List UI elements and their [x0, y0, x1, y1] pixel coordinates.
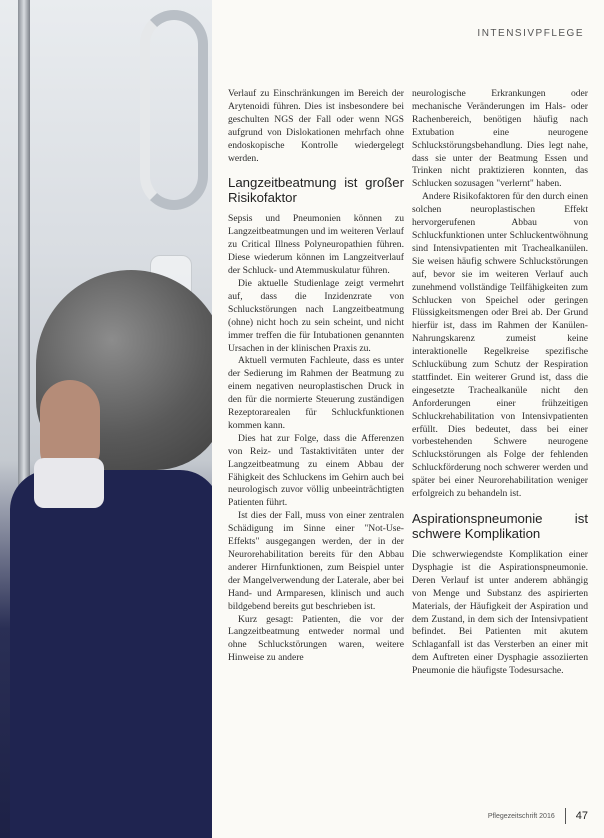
paragraph: Verlauf zu Einschränkungen im Bereich der Arytenoidi führen. Dies ist insbesondere bei geschulten NGS der Fall oder wenn NGS aufgrund von Dislokationen mehrfach ohne endoskopische Kontrolle wiedergelegt werden. [228, 88, 404, 164]
paragraph: Die schwerwiegendste Komplikation einer Dysphagie ist die Aspirationspneumonie. Deren Verlauf ist unter anderem abhängig von Menge und Substanz des aspirierten Materials, der Häufigkeit der Aspiration und dem Zustand, in dem sich der Intensivpatient befindet. Bei Patienten mit akutem Schlaganfall ist das Versterben an einer mit dem Auftreten einer Dysphagie assoziierten Pneumonie die häufigste Todesursache. [412, 549, 588, 677]
ventilator-tubing [140, 10, 208, 210]
nurse-at-ventilator-photo [0, 0, 212, 838]
nurse-uniform [10, 470, 212, 838]
paragraph: Die aktuelle Studienlage zeigt vermehrt auf, dass die Inzidenzrate von Schluckstörungen nach Langzeitbeatmung (ohne) nicht hoch zu sein scheint, und nicht immer treffen die für Intubationen genannten Ursachen in der klinischen Praxis zu. [228, 277, 404, 354]
page-footer [488, 808, 588, 824]
section-header: INTENSIVPFLEGE [477, 28, 584, 39]
article-column-1 [228, 88, 404, 665]
magazine-name: Pflegezeitschrift 2016 [487, 812, 555, 820]
article-column-2 [412, 88, 588, 678]
paragraph: Andere Risikofaktoren für den durch einen solchen neuroplastischen Effekt hervorgerufenen Abbau von Schluckfunktionen unter Schluckentwöhnung sind Intensivpatienten mit Trachealkanülen. Sie weisen häufig schwere Schluckstörungen auf, bevor sie im weiteren Verlauf auch zunehmend vollständige Teilfähigkeiten zum Schlucken von Speichel oder geringen Flüssigkeitsmengen oder Brei ab. Der Grund hierfür ist, dass im Rahmen der Kanülen-Nahrungskarenz zumeist keine interaktionelle Regelkreise spezifische Schluckübung zum Schutz der Respiration stattfindet. Ein weiterer Grund ist, dass die eingesetzte Trachealkanüle nicht den Anforderungen einer frühzeitigen Schluckrehabilitation von Intensivpatienten erfüllt. Dies bedeutet, dass bei einer vorbestehenden Schwere neurogene Schluckstörungen als Folge der fehlenden Schluckförderung noch schwerer werden und später bei einer Neurorehabilitation weniger erfolgreich zu behandeln ist. [412, 191, 588, 500]
footer-divider [565, 808, 566, 824]
page-number: 47 [575, 810, 588, 822]
subheading: Langzeitbeatmung ist großer Risikofaktor [228, 175, 404, 206]
paragraph: neurologische Erkrankungen oder mechanische Veränderungen im Hals- oder Rachenbereich, benötigen häufig nach Extubation eine neurogene Schluckstörungsbehandlung. Dies legt nahe, dass sie unter der Beatmung Essen und Trinken nicht praktizieren konnten, das Schlucken sozusagen "verlernt" haben. [412, 88, 588, 190]
paragraph: Dies hat zur Folge, dass die Afferenzen von Reiz- und Tastaktivitäten unter der Langzeitbeatmung zu einem Abbau der Fähigkeit des Schluckens im Gehirn auch bei neurologisch zuvor völlig unbeeinträchtigten Patienten führt. [228, 432, 404, 509]
paragraph: Ist dies der Fall, muss von einer zentralen Schädigung im Sinne einer "Not-Use-Effekts" ausgegangen werden, der in der Neurorehabilitation bereits für den Abbau anderer Hirnfunktionen, zum Beispiel unter der Mangelverwendung der Laterale, aber bei Hand- und Armparesen, klinisch und auch bildgebend bereits gut beschrieben ist. [228, 510, 404, 612]
paragraph: Kurz gesagt: Patienten, die vor der Langzeitbeatmung entweder normal und ohne Schluckstörungen waren, weitere Hinweise zu andere [228, 613, 404, 664]
paragraph: Aktuell vermuten Fachleute, dass es unter der Sedierung im Rahmen der Beatmung zu einem negativen neuroplastischen Druck in den für die normierte Steuerung zuständigen Rezeptorarealen für Schluckfunktionen kommen kann. [228, 355, 404, 431]
subheading: Aspirationspneumonie ist schwere Komplikation [412, 511, 588, 541]
paragraph: Sepsis und Pneumonien können zu Langzeitbeatmungen und im weiteren Verlauf zu Critical Illness Polyneuropathien führen. Diese wiederum können im Langzeitverlauf der Schluck- und Atemmuskulatur führen. [228, 213, 404, 277]
nurse-collar [34, 458, 104, 508]
